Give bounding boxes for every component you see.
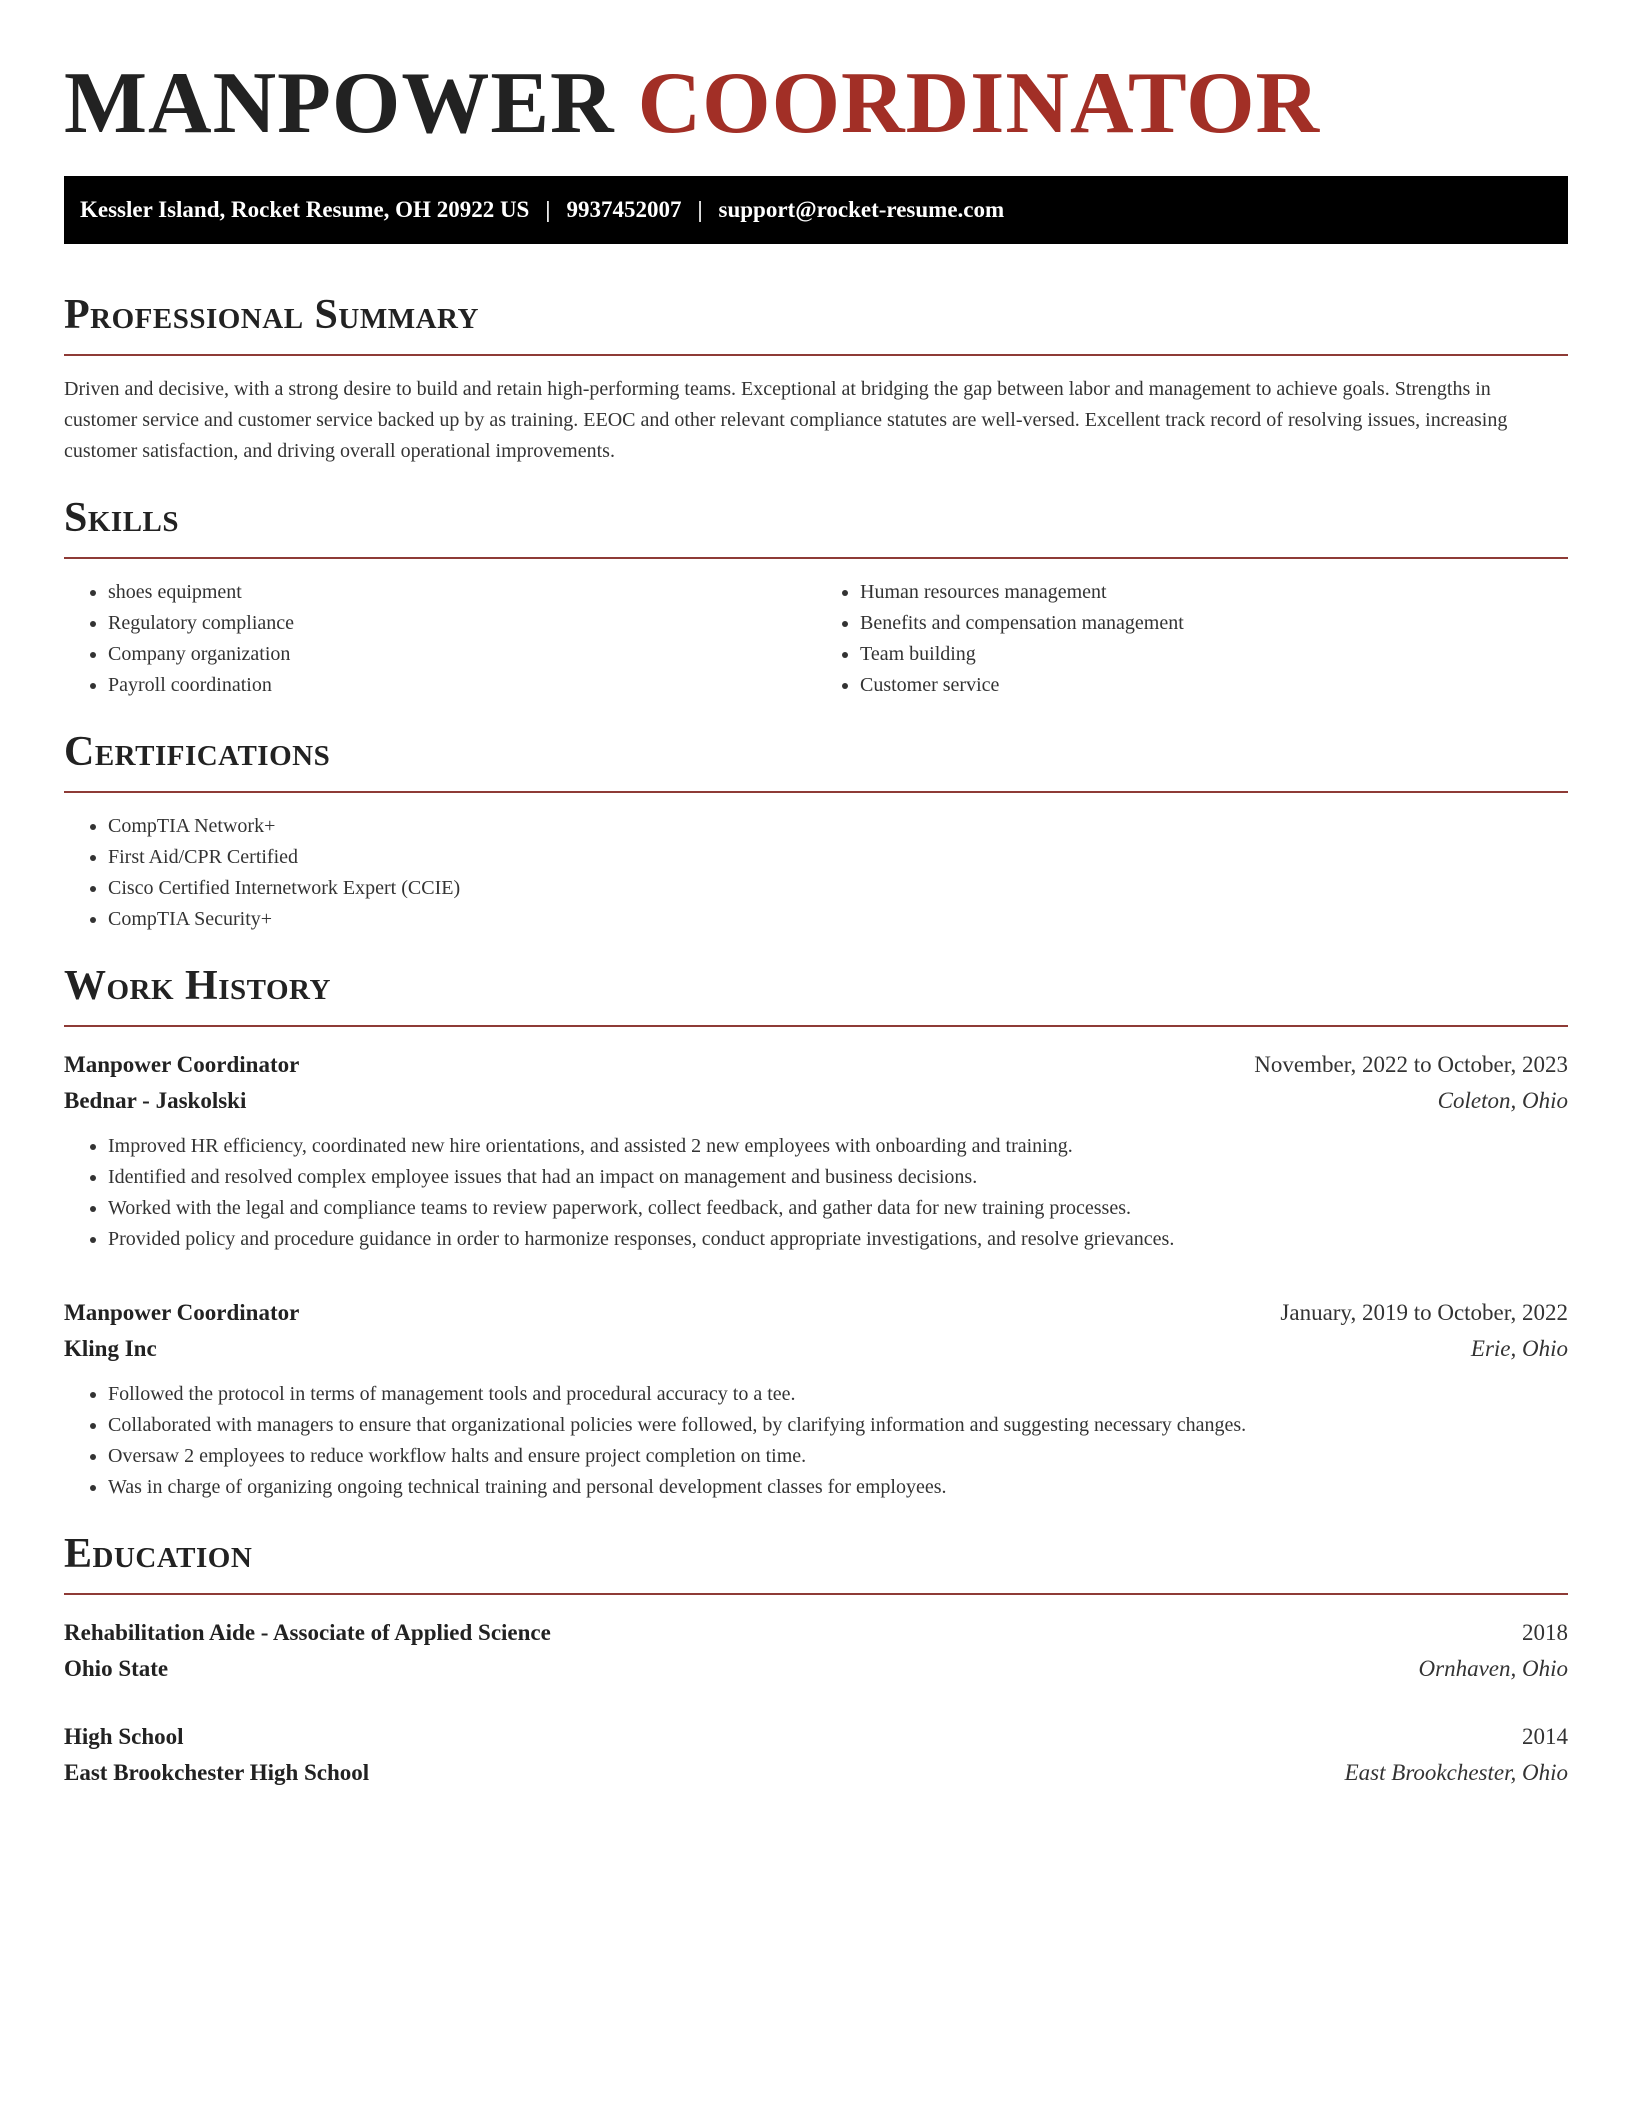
education-degree: Rehabilitation Aide - Associate of Applied Science <box>64 1620 551 1645</box>
job-bullets <box>64 1379 1568 1503</box>
skill-item: • shoes equipment <box>108 577 816 608</box>
skill-item: • Benefits and compensation management <box>860 608 1568 639</box>
education-school-row <box>64 1755 1568 1791</box>
job-company-row <box>64 1083 1568 1119</box>
certification-item: • Cisco Certified Internetwork Expert (CCIE) <box>108 873 1568 904</box>
certification-item: • CompTIA Security+ <box>108 904 1568 935</box>
professional-summary-section <box>64 292 1568 467</box>
job-bullet: • Was in charge of organizing ongoing technical training and personal development classes for employees. <box>108 1472 1568 1503</box>
skill-item: • Human resources management <box>860 577 1568 608</box>
skills-list-right <box>816 577 1568 701</box>
section-title-education: Education <box>64 1531 253 1577</box>
job-entry <box>64 1295 1568 1503</box>
job-bullet: • Collaborated with managers to ensure that organizational policies were followed, by clarifying information and suggesting necessary changes. <box>108 1410 1568 1441</box>
education-entry <box>64 1719 1568 1791</box>
job-header-row <box>64 1295 1568 1331</box>
contact-bar <box>64 176 1568 244</box>
contact-address: Kessler Island, Rocket Resume, OH 20922 US <box>80 197 530 222</box>
section-title-summary: Professional Summary <box>64 292 479 338</box>
certifications-section <box>64 729 1568 935</box>
skill-item: • Company organization <box>108 639 816 670</box>
job-bullet: • Worked with the legal and compliance teams to review paperwork, collect feedback, and gather data for new training processes. <box>108 1193 1568 1224</box>
section-divider <box>64 354 1568 356</box>
contact-email: support@rocket-resume.com <box>718 197 1005 222</box>
education-header-row <box>64 1615 1568 1651</box>
job-header-row <box>64 1047 1568 1083</box>
education-year: 2018 <box>1522 1620 1568 1645</box>
job-company: Bednar - Jaskolski <box>64 1088 247 1113</box>
education-location: East Brookchester, Ohio <box>1344 1760 1568 1785</box>
certifications-list <box>64 811 1568 935</box>
education-location: Ornhaven, Ohio <box>1418 1656 1568 1681</box>
skills-section <box>64 495 1568 701</box>
education-school-row <box>64 1651 1568 1687</box>
skills-list-left <box>64 577 816 701</box>
skill-item: • Payroll coordination <box>108 670 816 701</box>
education-section <box>64 1531 1568 1791</box>
job-company: Kling Inc <box>64 1336 157 1361</box>
certification-item: • CompTIA Network+ <box>108 811 1568 842</box>
section-title-certifications: Certifications <box>64 729 331 775</box>
job-location: Erie, Ohio <box>1470 1336 1568 1361</box>
education-header-row <box>64 1719 1568 1755</box>
job-bullet: • Improved HR efficiency, coordinated new hire orientations, and assisted 2 new employees with onboarding and training. <box>108 1131 1568 1162</box>
education-school: Ohio State <box>64 1656 169 1681</box>
job-bullets <box>64 1131 1568 1255</box>
job-bullet: • Identified and resolved complex employee issues that had an impact on management and business decisions. <box>108 1162 1568 1193</box>
education-year: 2014 <box>1522 1724 1568 1749</box>
job-location: Coleton, Ohio <box>1437 1088 1568 1113</box>
job-bullet: • Followed the protocol in terms of management tools and procedural accuracy to a tee. <box>108 1379 1568 1410</box>
skill-item: • Team building <box>860 639 1568 670</box>
summary-text: Driven and decisive, with a strong desire to build and retain high-performing teams. Exceptional at bridging the gap between labor and management to achieve goals. Strengths in customer service and customer service backed up by as training. EEOC and other relevant compliance statutes are well-versed. Excellent track record of resolving issues, increasing customer satisfaction, and driving overall operational improvements. <box>64 378 1508 462</box>
job-title: Manpower Coordinator <box>64 1052 300 1077</box>
job-bullet: • Provided policy and procedure guidance in order to harmonize responses, conduct appropriate investigations, and resolve grievances. <box>108 1224 1568 1255</box>
education-school: East Brookchester High School <box>64 1760 370 1785</box>
skill-item: • Customer service <box>860 670 1568 701</box>
contact-separator: | <box>697 197 703 222</box>
name-first: MANPOWER <box>64 55 615 152</box>
job-bullet: • Oversaw 2 employees to reduce workflow halts and ensure project completion on time. <box>108 1441 1568 1472</box>
section-divider <box>64 1025 1568 1027</box>
job-dates: November, 2022 to October, 2023 <box>1254 1052 1568 1077</box>
skills-grid <box>64 559 1568 701</box>
job-title: Manpower Coordinator <box>64 1300 300 1325</box>
work-history-section <box>64 963 1568 1503</box>
contact-separator: | <box>545 197 551 222</box>
section-title-work-history: Work History <box>64 963 331 1009</box>
resume-name <box>64 0 1568 154</box>
certification-item: • First Aid/CPR Certified <box>108 842 1568 873</box>
section-divider <box>64 791 1568 793</box>
contact-phone: 9937452007 <box>566 197 682 222</box>
section-title-skills: Skills <box>64 495 180 541</box>
education-degree: High School <box>64 1724 184 1749</box>
job-dates: January, 2019 to October, 2022 <box>1280 1300 1568 1325</box>
name-last: COORDINATOR <box>637 55 1321 152</box>
education-entry <box>64 1615 1568 1687</box>
skill-item: • Regulatory compliance <box>108 608 816 639</box>
job-entry <box>64 1047 1568 1255</box>
section-divider <box>64 1593 1568 1595</box>
job-company-row <box>64 1331 1568 1367</box>
